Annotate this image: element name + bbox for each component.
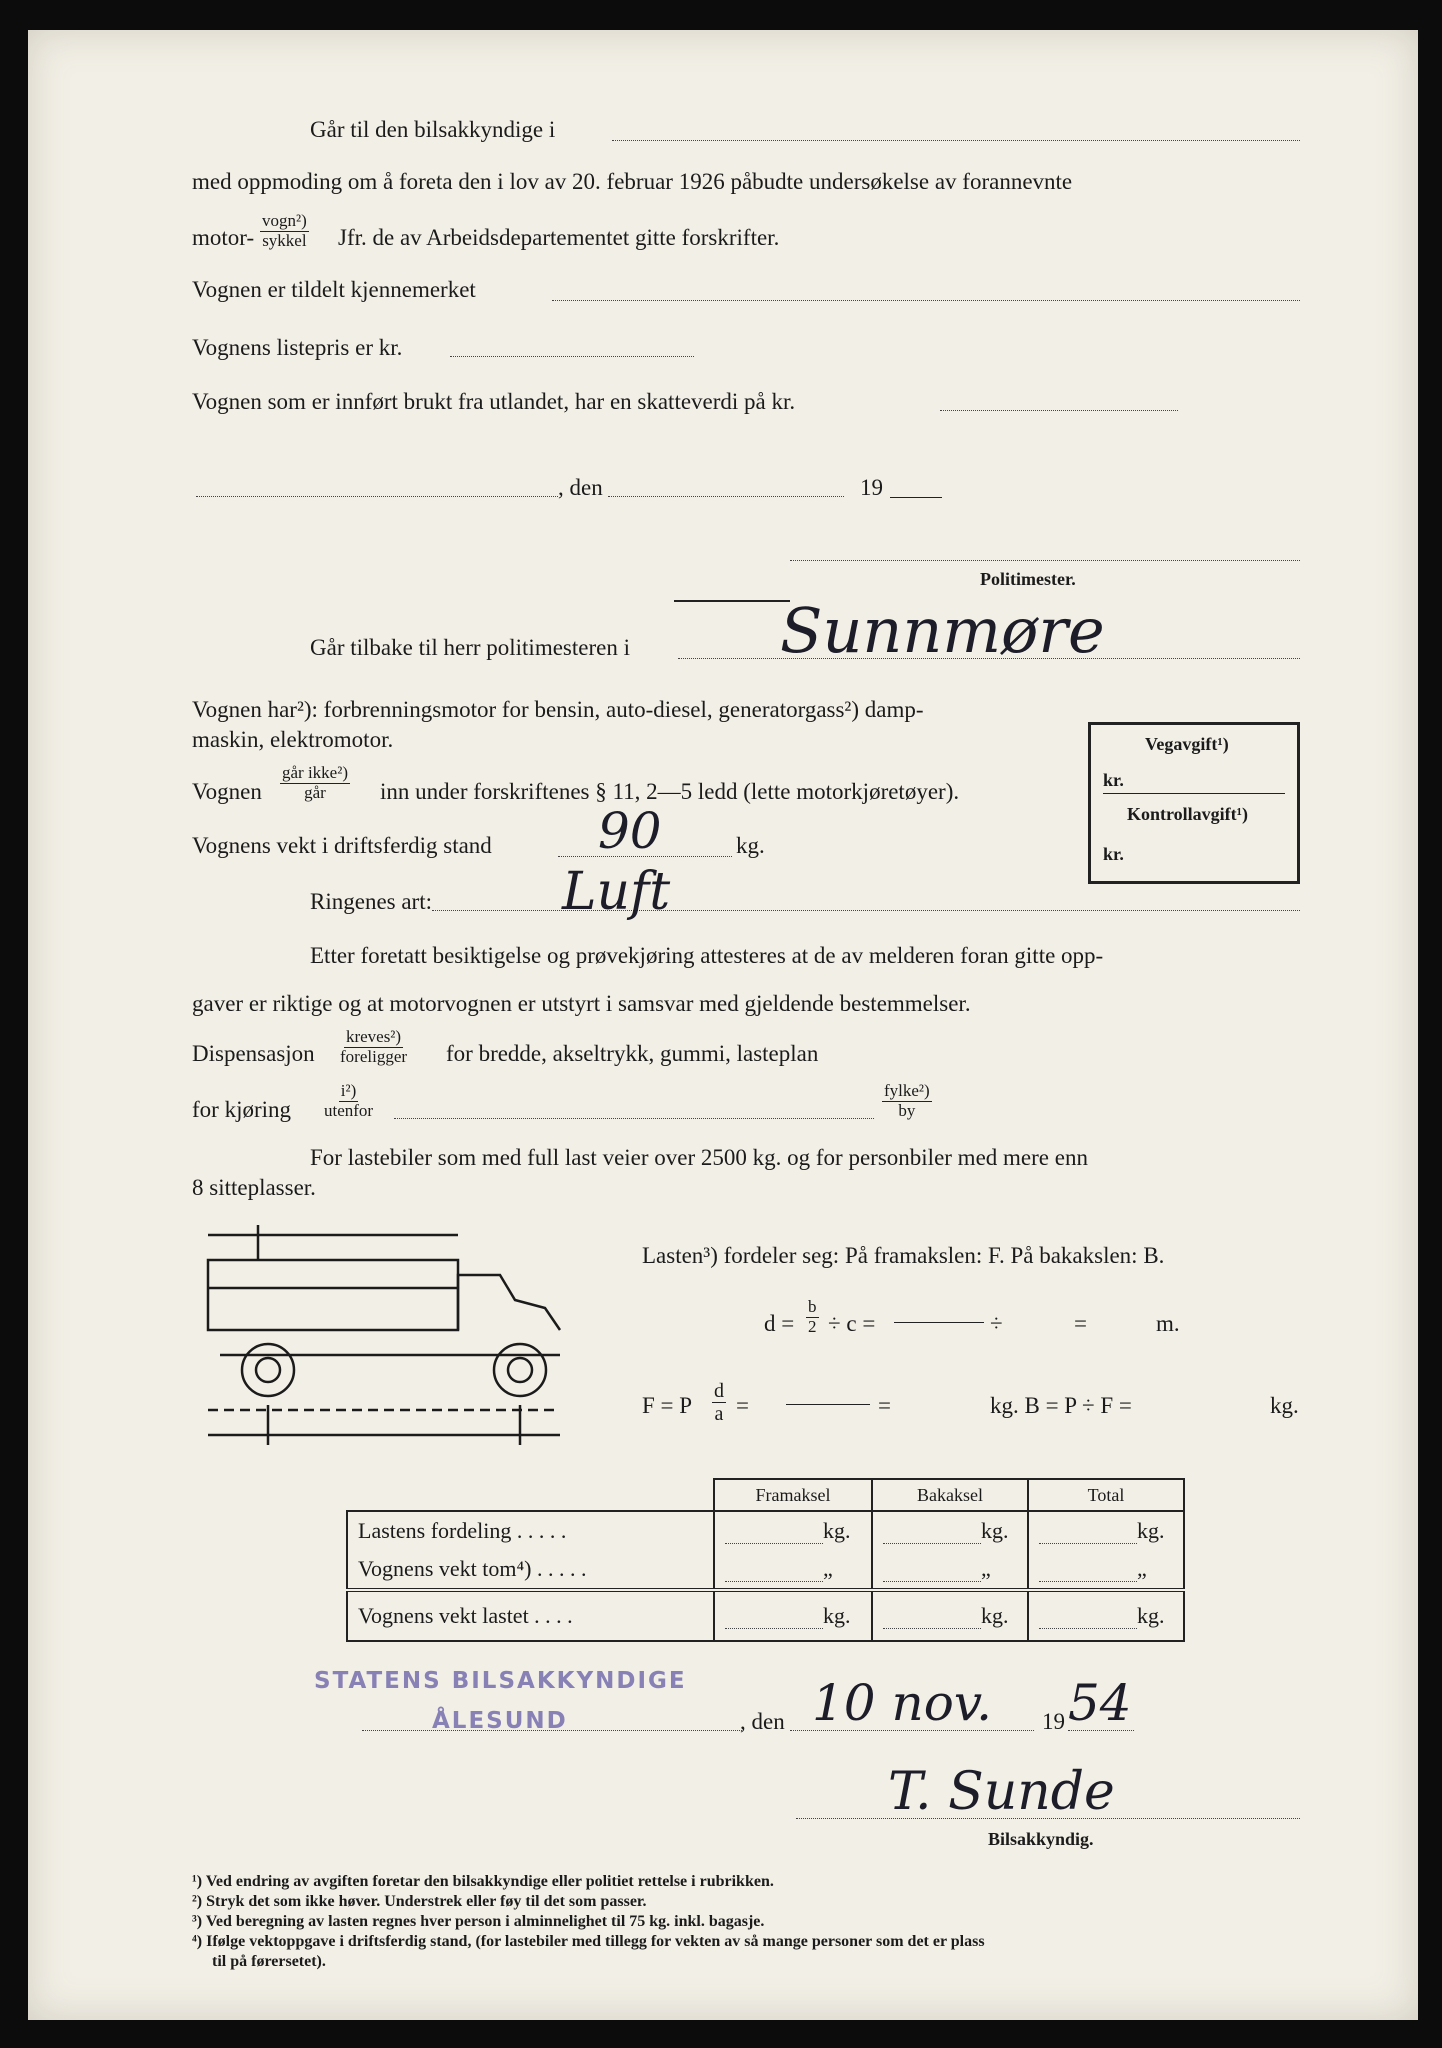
- handwritten-dato: 10 nov.: [812, 1674, 993, 1732]
- listepris-field[interactable]: [450, 356, 694, 357]
- gaar-ikke-option: går ikke²): [282, 763, 348, 782]
- load-table: [346, 1478, 1185, 1642]
- fraction-a: a: [714, 1403, 724, 1425]
- fylke-by-fraction: [882, 1082, 932, 1120]
- formula-eq2: =: [736, 1393, 749, 1418]
- foreligger-option: foreligger: [340, 1046, 408, 1066]
- forskrift-text: inn under forskriftenes § 11, 2—5 ledd (lette motorkjøretøyer).: [380, 779, 960, 804]
- politimester-signature-line[interactable]: [790, 560, 1300, 561]
- formula-kg: kg.: [1270, 1393, 1299, 1418]
- i-utenfor-fraction: [324, 1082, 373, 1120]
- kreves-fraction: [340, 1028, 407, 1066]
- handwritten-signature: T. Sunde: [888, 1762, 1115, 1822]
- footnote-4-cont: til på førersetet).: [212, 1953, 326, 1970]
- col-bakaksel: Bakaksel: [872, 1479, 1028, 1511]
- lastebiler-text-1: For lastebiler som med full last veier over 2500 kg. og for personbiler med mere enn: [310, 1145, 1088, 1170]
- table-row: [347, 1550, 1184, 1590]
- skatteverdi-label: Vognen som er innført brukt fra utlandet, har en skatteverdi på kr.: [192, 389, 796, 414]
- truck-cargo-bed: [208, 1260, 458, 1330]
- vegavgift-label: Vegavgift¹): [1145, 734, 1229, 754]
- oppmoding-text: med oppmoding om å foreta den i lov av 20. februar 1926 påbudte undersøkelse av forannevnte: [192, 169, 1073, 194]
- vogn-sykkel-fraction: [260, 212, 309, 250]
- year-field[interactable]: [890, 497, 942, 498]
- bilsakkyndig-signature-line[interactable]: [796, 1818, 1300, 1819]
- footnote-2: ²) Stryk det som ikke høver. Understrek eller føy til det som passer.: [192, 1893, 647, 1910]
- footnote-1: ¹) Ved endring av avgiften foretar den bilsakkyndige eller politiet rettelse i rubrikken.: [192, 1873, 774, 1890]
- handwritten-ringer: Luft: [562, 862, 671, 922]
- footnote-4: ⁴) Ifølge vektoppgave i driftsferdig stand, (for lastebiler med tillegg for vekten av så mange personer som det er plass: [192, 1933, 985, 1950]
- table-cell[interactable]: kg.: [872, 1590, 1028, 1641]
- gaar-til-field[interactable]: [612, 140, 1300, 141]
- signature-place-field[interactable]: [362, 1730, 742, 1731]
- listepris-label: Vognens listepris er kr.: [192, 335, 403, 360]
- formula-m: m.: [1156, 1311, 1180, 1336]
- den-label: , den: [558, 475, 603, 500]
- sykkel-option: sykkel: [262, 230, 307, 250]
- vekt-unit: kg.: [736, 833, 765, 858]
- signature-year-prefix: 19: [1042, 1709, 1065, 1734]
- table-cell[interactable]: kg.: [1028, 1511, 1184, 1550]
- row-label: Lastens fordeling . . . . .: [347, 1511, 714, 1550]
- kontrollavgift-label: Kontrollavgift¹): [1127, 804, 1249, 824]
- table-row: [347, 1511, 1184, 1550]
- motor-prefix: motor-: [192, 225, 255, 250]
- ringenes-label: Ringenes art:: [310, 889, 432, 914]
- lastebiler-text-2: 8 sitteplasser.: [192, 1175, 316, 1200]
- utenfor-option: utenfor: [324, 1100, 374, 1120]
- i-option: i²): [340, 1081, 357, 1100]
- fylke-option: fylke²): [884, 1081, 930, 1100]
- gaar-fraction: [280, 764, 350, 802]
- dispensasjon-label: Dispensasjon: [192, 1041, 315, 1066]
- table-cell[interactable]: „: [714, 1550, 872, 1590]
- lasten-fordeler-text: Lasten³) fordeler seg: På framakslen: F. På bakakslen: B.: [642, 1243, 1165, 1268]
- vegavgift-field[interactable]: [1103, 793, 1285, 794]
- kreves-option: kreves²): [345, 1027, 402, 1046]
- vekt-label: Vognens vekt i driftsferdig stand: [192, 833, 492, 858]
- dispensasjon-rest: for bredde, akseltrykk, gummi, lasteplan: [446, 1041, 819, 1066]
- date-field[interactable]: [608, 496, 844, 497]
- table-corner: [347, 1479, 714, 1511]
- formula-d-field[interactable]: [894, 1322, 984, 1323]
- kjennemerke-field[interactable]: [552, 300, 1300, 301]
- table-row: [347, 1590, 1184, 1641]
- bilsakkyndig-label: Bilsakkyndig.: [988, 1829, 1094, 1849]
- table-cell[interactable]: kg.: [714, 1511, 872, 1550]
- year-prefix: 19: [860, 475, 883, 500]
- truck-cab: [458, 1275, 560, 1330]
- kjennemerke-label: Vognen er tildelt kjennemerket: [192, 277, 476, 302]
- row-label: Vognens vekt tom⁴) . . . . .: [347, 1550, 714, 1590]
- table-cell[interactable]: „: [1028, 1550, 1184, 1590]
- formula-div: ÷: [990, 1311, 1003, 1336]
- handwritten-sunnmore: Sunnmøre: [780, 594, 1105, 667]
- place-field[interactable]: [196, 496, 558, 497]
- separator-line: [674, 600, 790, 602]
- formula-F: F = P: [642, 1393, 693, 1418]
- formula-F-field[interactable]: [786, 1404, 870, 1405]
- col-total: Total: [1028, 1479, 1184, 1511]
- formula-kg-B: kg. B = P ÷ F =: [990, 1393, 1132, 1418]
- by-option: by: [898, 1100, 916, 1120]
- politimester-label: Politimester.: [980, 569, 1076, 589]
- table-header-row: [347, 1479, 1184, 1511]
- formula-d: d =: [764, 1311, 795, 1336]
- vogn-option: vogn²): [262, 211, 307, 230]
- formula-d-rest: ÷ c =: [828, 1311, 876, 1336]
- table-cell[interactable]: kg.: [714, 1590, 872, 1641]
- skatteverdi-field[interactable]: [940, 410, 1178, 411]
- for-kjoring-label: for kjøring: [192, 1097, 292, 1122]
- fraction-b: b: [808, 1297, 817, 1316]
- vegavgift-kr: kr.: [1103, 770, 1124, 790]
- front-wheel: [242, 1344, 294, 1396]
- fraction-d: d: [714, 1380, 724, 1402]
- fraction-2: 2: [808, 1316, 817, 1336]
- stamp-line-1: STATENS BILSAKKYNDIGE: [314, 1668, 687, 1694]
- vognen-har-text-2: maskin, elektromotor.: [192, 727, 394, 752]
- row-label: Vognens vekt lastet . . . .: [347, 1590, 714, 1641]
- kontrollavgift-kr: kr.: [1103, 844, 1124, 864]
- b-over-2-fraction: [806, 1298, 819, 1336]
- formula-eq: =: [1074, 1311, 1087, 1336]
- handwritten-aar: 54: [1068, 1674, 1132, 1732]
- motor-rest-text: Jfr. de av Arbeidsdepartementet gitte forskrifter.: [338, 225, 780, 250]
- formula-eq3: =: [878, 1393, 891, 1418]
- rear-wheel: [494, 1344, 546, 1396]
- handwritten-vekt: 90: [598, 802, 662, 860]
- etter-text-2: gaver er riktige og at motorvognen er utstyrt i samsvar med gjeldende bestemmelser.: [192, 991, 971, 1016]
- gaar-tilbake-label: Går tilbake til herr politimesteren i: [310, 635, 630, 660]
- table-cell[interactable]: kg.: [1028, 1590, 1184, 1641]
- stamp-line-2: ÅLESUND: [432, 1708, 568, 1734]
- vognen-label: Vognen: [192, 779, 262, 804]
- d-over-a-fraction: [712, 1380, 726, 1425]
- kjoring-field[interactable]: [394, 1118, 874, 1119]
- etter-text-1: Etter foretatt besiktigelse og prøvekjøring attesteres at de av melderen foran gitte opp-: [310, 943, 1104, 968]
- table-cell[interactable]: „: [872, 1550, 1028, 1590]
- vognen-har-text: Vognen har²): forbrenningsmotor for bensin, auto-diesel, generatorgass²) damp-: [192, 697, 924, 722]
- form-page: [28, 30, 1418, 2020]
- col-framaksel: Framaksel: [714, 1479, 872, 1511]
- fee-box: [1088, 722, 1300, 884]
- gaar-option: går: [304, 782, 326, 802]
- signature-den-label: , den: [740, 1709, 785, 1734]
- table-cell[interactable]: kg.: [872, 1511, 1028, 1550]
- gaar-til-label: Går til den bilsakkyndige i: [310, 117, 556, 142]
- truck-diagram: [200, 1220, 580, 1456]
- footnote-3: ³) Ved beregning av lasten regnes hver person i alminnelighet til 75 kg. inkl. bagasje.: [192, 1913, 765, 1930]
